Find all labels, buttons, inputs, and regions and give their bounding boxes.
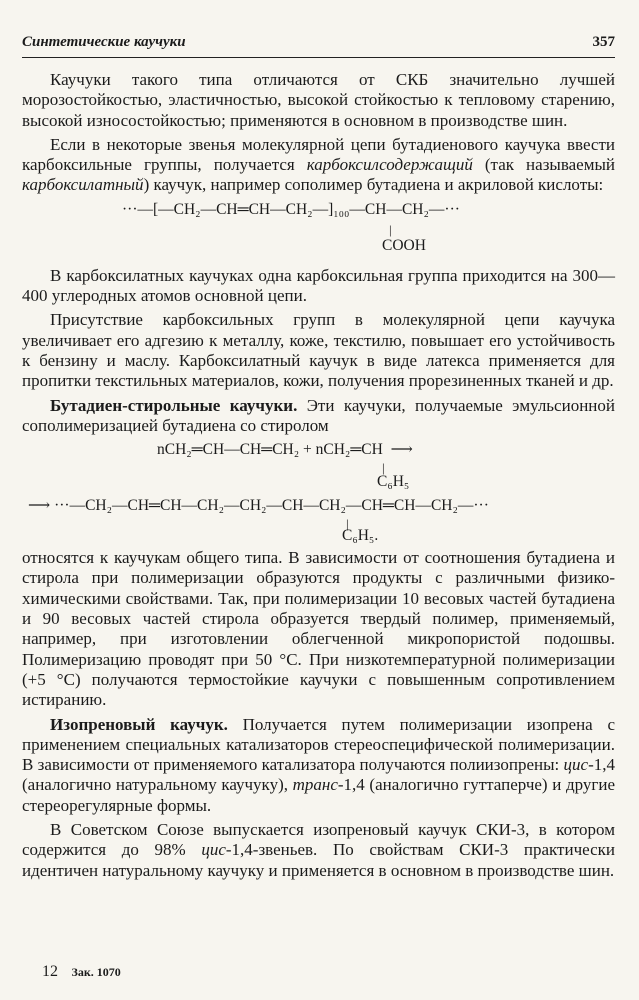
section-heading-sbr: Бутадиен-стирольные каучуки. [50, 395, 298, 415]
text-span: Если в некоторые звенья молекулярной цепи бутадиенового каучука ввести карбоксильные группы, получается [22, 134, 615, 175]
formula-branch-bond: | [346, 516, 349, 532]
italic-term: карбоксилсодержащий [306, 155, 473, 175]
paragraph-carboxyl-ratio: В карбоксилатных каучуках одна карбоксильная группа приходится на 300—400 углеродных атомов основной цепи. [22, 265, 615, 306]
italic-term: цис [201, 840, 226, 860]
paragraph-carboxylate-intro [22, 135, 615, 196]
page-body [22, 70, 615, 885]
text-span: -1,4 (аналогично гуттаперче) и другие стереорегулярные формы. [22, 775, 615, 815]
signature-mark: 12 [42, 963, 58, 980]
paragraph-carboxyl-effects: Присутствие карбоксильных групп в молекулярной цепи каучука увеличивает его адгезию к металлу, коже, текстилю, повышает его устойчивость к бензину и маслу. Карбоксилатный каучук в виде латекса применяется для пропитки текстильных материалов, кожи, получения прорезиненных тканей и др. [22, 310, 615, 391]
paragraph-sbr-properties: относятся к каучукам общего типа. В зависимости от соотношения бутадиена и стирола при полимеризации образуются продукты с различными физико-химическими свойствами. Так, при полимеризации 10 весовых частей бутадиена и 90 весовых частей стирола образуется твердый полимер, применяемый, например, при изготовлении облегченной микропористой подошвы. Полимеризацию проводят при 50 °C. При низкотемпературной полимеризации (+5 °C) получаются термостойкие каучуки с повышенным сопротивлением истиранию. [22, 548, 615, 710]
italic-term: цис [563, 755, 589, 775]
page-footer [42, 963, 121, 981]
text-span: В Советском Союзе выпускается изопреновый каучук СКИ-3, в котором содержится до 98% [22, 820, 615, 860]
order-number: Зак. 1070 [71, 965, 121, 979]
text-span: -1,4 (аналогично натуральному каучуку), [22, 755, 615, 795]
running-header [22, 30, 615, 58]
formula-reactants: nCH₂═CH—CH═CH₂ + nCH₂═CH ⟶ [157, 441, 413, 459]
section-heading-isoprene: Изопреновый каучук. [50, 714, 228, 734]
text-span: -1,4-звеньев. По свойствам СКИ-3 практически идентичен натуральному каучуку и применяется в основном в производстве шин. [22, 840, 616, 880]
paragraph-properties: Каучуки такого типа отличаются от СКБ значительно лучшей морозостойкостью, эластичностью, высокой стойкостью к тепловому старению, высокой износостойкостью; применяются в основном в производстве шин. [22, 70, 615, 130]
page-number: 357 [592, 34, 615, 50]
paragraph-ski3 [22, 820, 615, 881]
formula-cooh-group: COOH [382, 236, 426, 254]
text-span: Эти каучуки, получаемые эмульсионной сополимеризацией бутадиена со стиролом [22, 395, 615, 435]
text-span: Получается путем полимеризации изопрена с применением специальных катализаторов стереоспецифической полимеризации. В зависимости от применяемого катализатора получаются полиизопрены: [22, 714, 615, 775]
italic-term: карбоксилатный [22, 175, 144, 195]
header-rule [22, 57, 615, 58]
formula-phenyl-group: C₆H₅. [342, 527, 379, 545]
formula-main-chain: ···—[—CH₂—CH═CH—CH₂—]₁₀₀—CH—CH₂—··· [122, 200, 460, 218]
formula-sbr [22, 440, 615, 548]
italic-term: транс [292, 775, 338, 795]
running-title: Синтетические каучуки [22, 34, 186, 50]
text-span: ) каучук, например сополимер бутадиена и акриловой кислоты: [143, 175, 604, 195]
formula-branch-bond: | [382, 460, 385, 476]
text-span: (так называемый [472, 155, 616, 175]
formula-phenyl-group: C₆H₅ [377, 473, 410, 491]
formula-branch-bond: | [389, 221, 392, 237]
paragraph-isoprene [22, 715, 615, 816]
paragraph-sbr-intro [22, 396, 615, 437]
formula-carboxylate [22, 200, 615, 266]
formula-product-chain: ⟶ ···—CH₂—CH═CH—CH₂—CH₂—CH—CH₂—CH═CH—CH₂—··· [28, 497, 489, 515]
